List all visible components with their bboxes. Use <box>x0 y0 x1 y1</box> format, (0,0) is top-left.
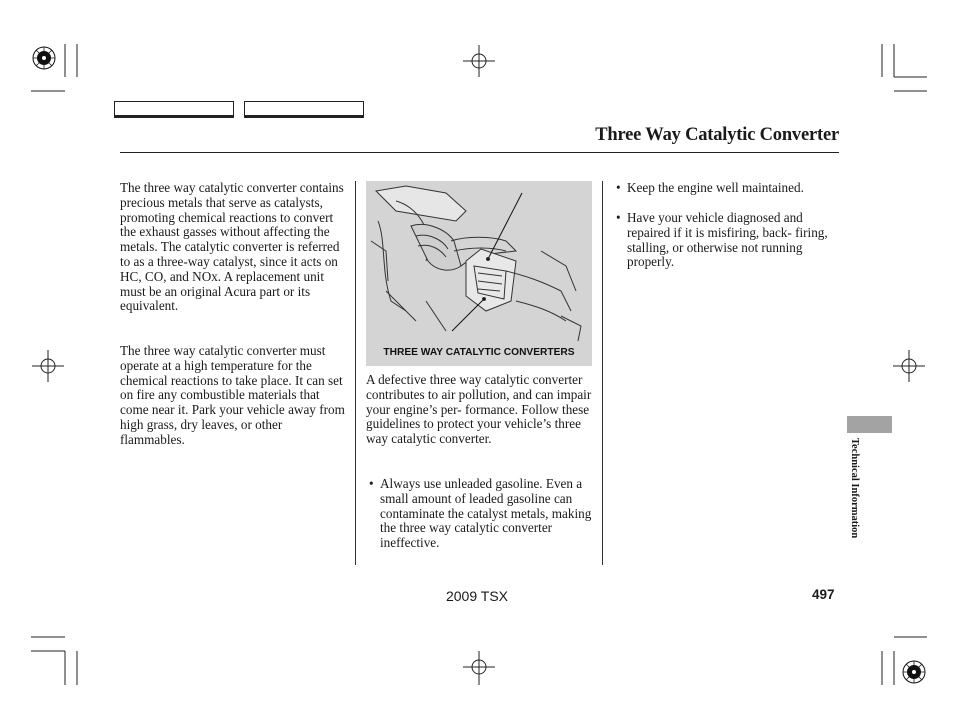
section-tab-marker[interactable] <box>847 416 892 433</box>
bullet-icon: • <box>369 476 374 491</box>
registration-mark-icon <box>903 661 925 683</box>
paragraph-catalyst-description: The three way catalytic converter contains precious metals that serve as catalysts, promoting chemical reactions to convert the exhaust gasses without affecting the metals. The catalytic converter is referred to as a three-way catalyst, since it acts on HC, CO, and NOx. A replacement unit must be an original Acura part or its equivalent. <box>120 180 344 314</box>
paragraph-high-temperature-warning: The three way catalytic converter must operate at a high temperature for the chemical reactions to take place. It can set on fire any combustible materials that come near it. Park your vehicle away from high grass, dry leaves, or other flammables. <box>120 343 345 447</box>
section-tab-label-text: Technical Information <box>849 438 860 539</box>
title-rule <box>120 152 839 153</box>
bullet-item-unleaded-gasoline <box>369 477 604 551</box>
bullet-item-vehicle-diagnosed <box>616 211 845 270</box>
column-divider <box>355 181 356 565</box>
bullet-icon: • <box>616 210 621 225</box>
nav-tab-button-1[interactable] <box>114 101 234 118</box>
bullet-text: Have your vehicle diagnosed and repaired if it is misfiring, back- firing, stalling, or otherwise not running properly. <box>627 210 828 270</box>
nav-tab-button-2[interactable] <box>244 101 364 118</box>
bullet-text: Always use unleaded gasoline. Even a small amount of leaded gasoline can contaminate the catalyst metals, making the three way catalytic converter ineffective. <box>380 476 592 551</box>
footer-model-name: 2009 TSX <box>445 588 508 604</box>
registration-mark-icon <box>33 47 55 69</box>
figure-caption: THREE WAY CATALYTIC CONVERTERS <box>383 347 575 358</box>
exhaust-system-illustration <box>366 181 592 366</box>
section-tab-label <box>847 438 861 562</box>
catalytic-converter-figure <box>366 181 592 366</box>
bullet-item-engine-maintained <box>616 181 845 196</box>
paragraph-defective-converter: A defective three way catalytic converter contributes to air pollution, and can impair your engine’s per- formance. Follow these guidelines to protect your vehicle’s three way catalytic converter. <box>366 372 592 447</box>
page-number: 497 <box>812 587 835 602</box>
bullet-text: Keep the engine well maintained. <box>627 180 804 195</box>
page-title: Three Way Catalytic Converter <box>595 125 839 145</box>
bullet-icon: • <box>616 180 621 195</box>
